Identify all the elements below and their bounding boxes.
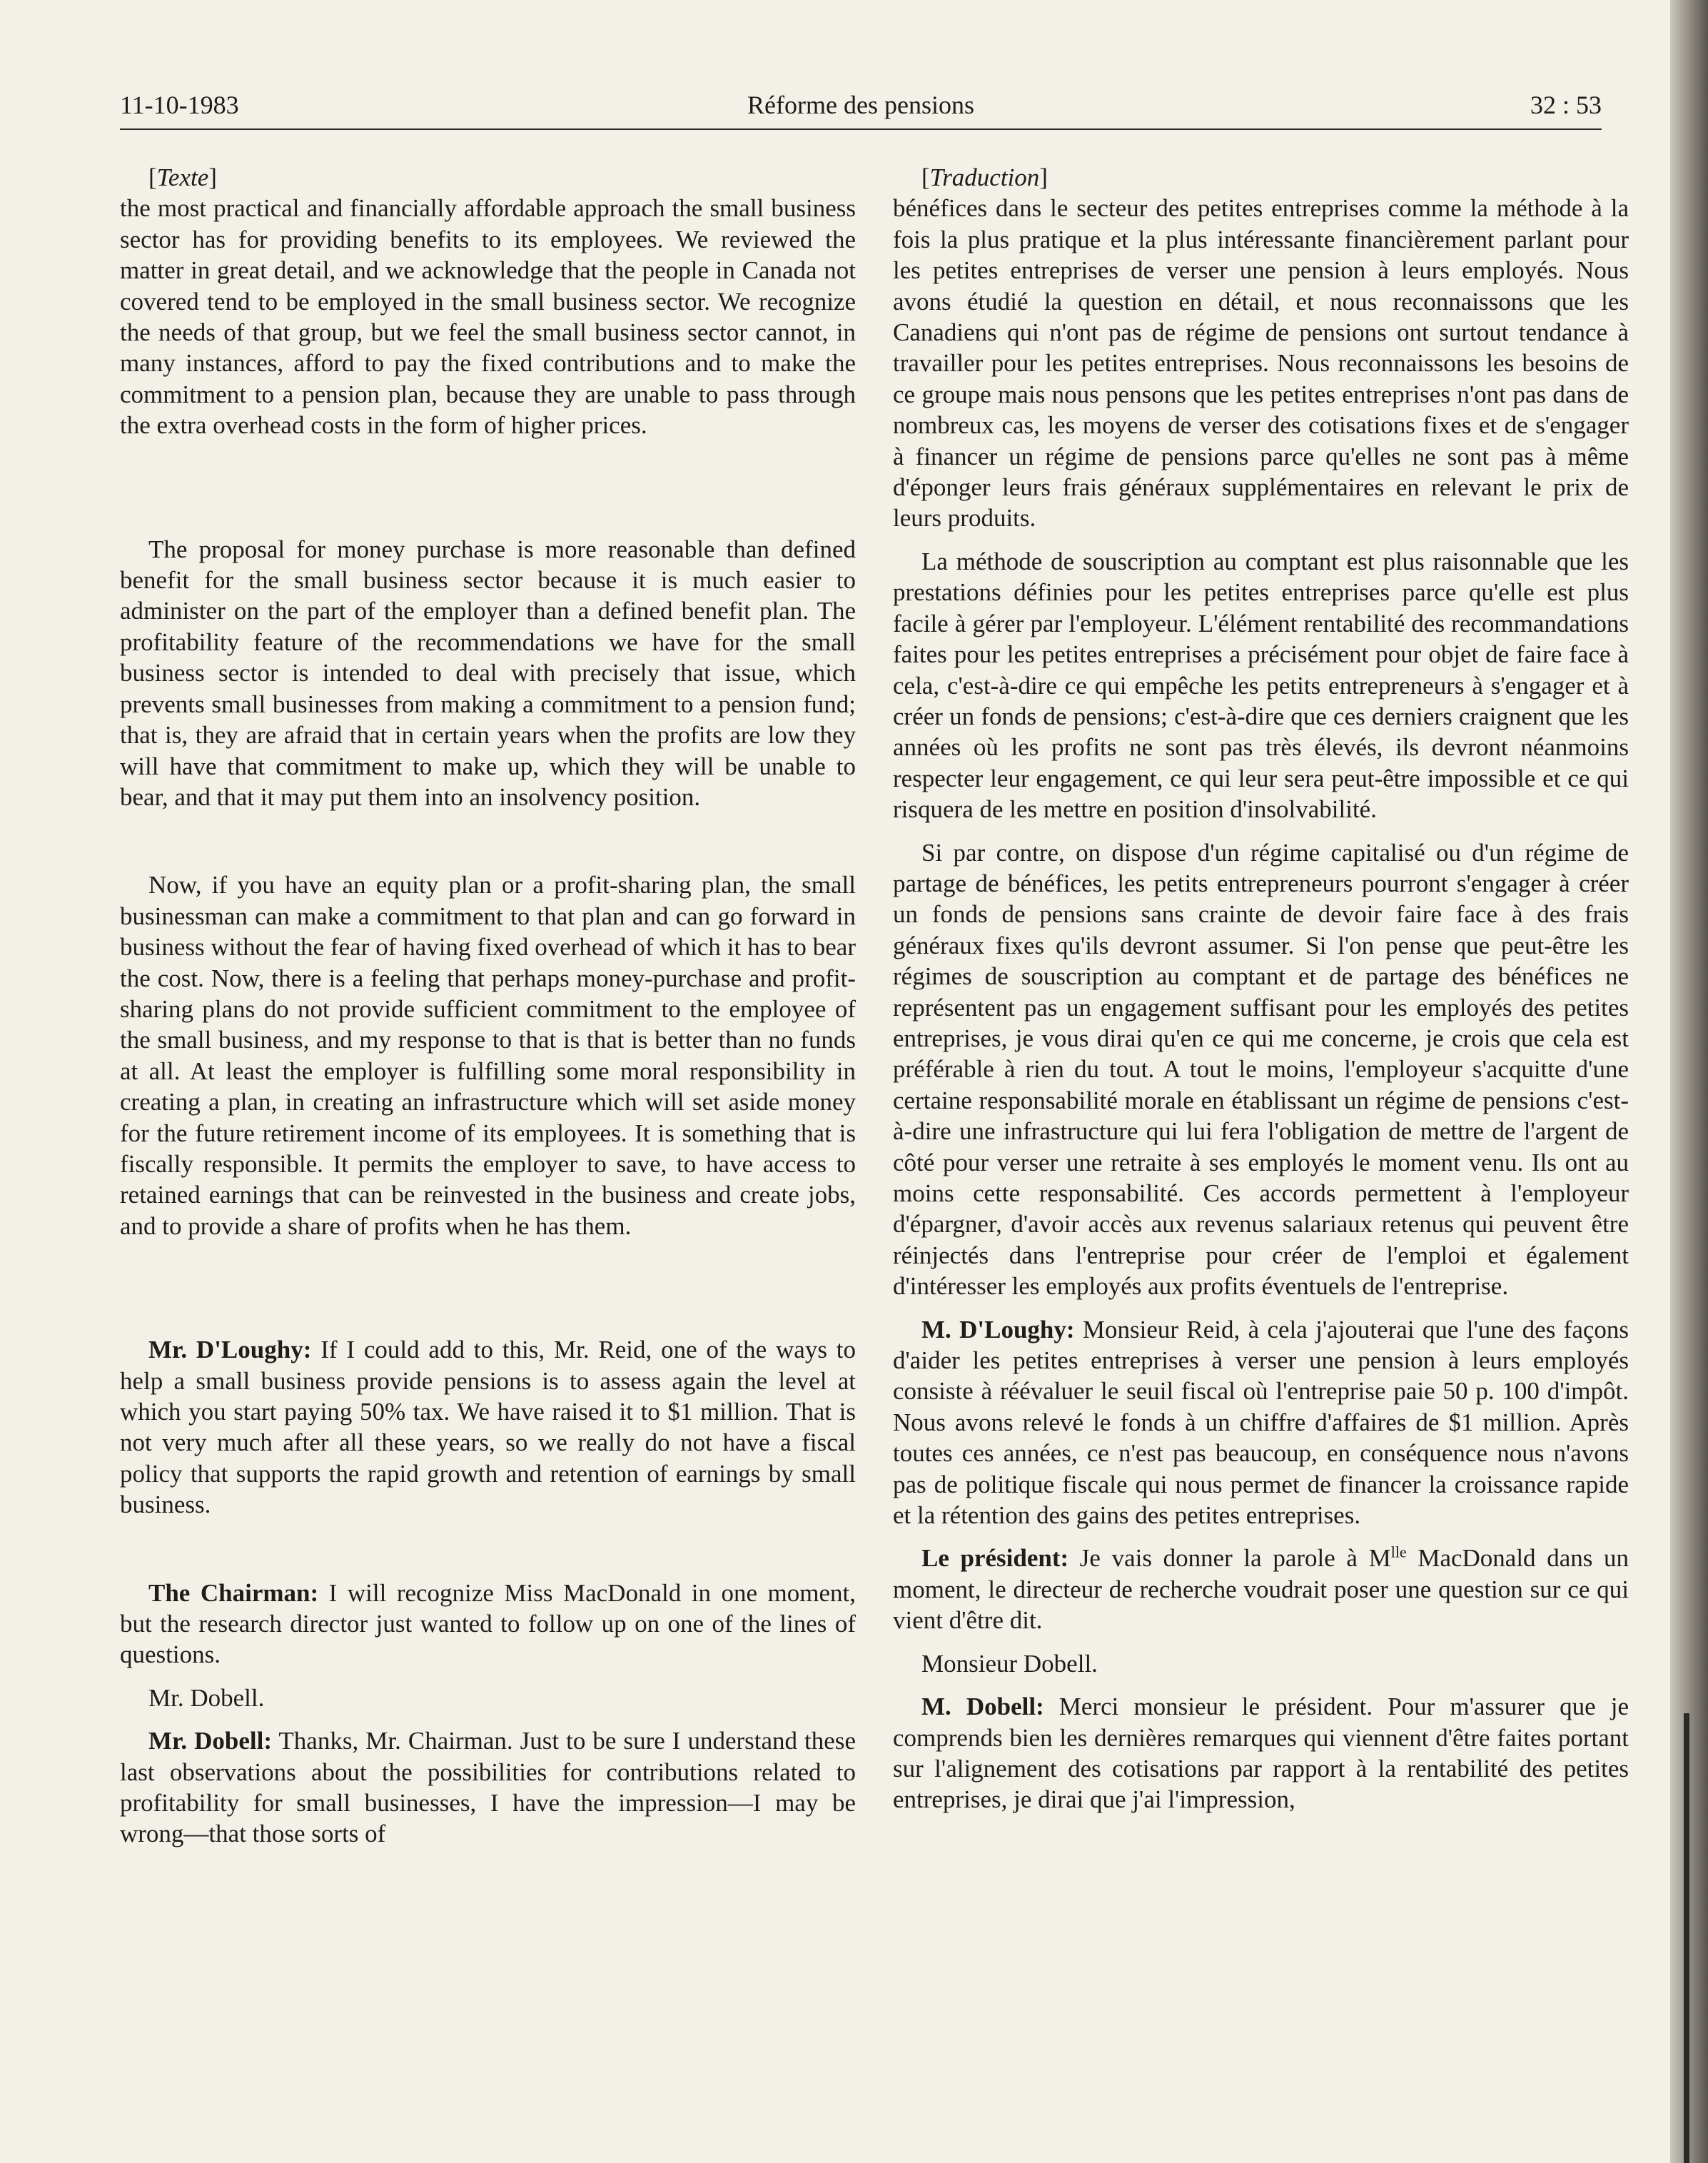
speaker-name: Mr. D'Loughy: [148,1336,312,1364]
english-column [120,162,856,1850]
header-title: Réforme des pensions [747,91,974,119]
speaker-name: M. D'Loughy: [921,1315,1075,1343]
speech-text: If I could add to this, Mr. Reid, one of the ways to help a small business provide pensions is to assess again the level at which you start paying 50% tax. We have raised it to $1 million. That is not very much after all these years, so we really do not have a fiscal policy that supports the rapid growth and retention of earnings by small business. [120,1336,856,1519]
paragraph: Mr. Dobell. [148,1683,265,1712]
superscript: lle [1390,1543,1407,1561]
french-column [893,162,1629,1815]
speaker-paragraph [120,1578,856,1670]
header-page-number: 32 : 53 [1530,91,1602,119]
speech-text: MacDonald dans un moment, le directeur de recherche voudrait poser une question sur ce qui vient d'être dit. [893,1544,1629,1635]
speaker-paragraph [893,1314,1629,1531]
column-label: [Traduction] [921,163,1048,191]
binding-edge [1684,1713,1689,2163]
page-header [120,87,1602,130]
speaker-paragraph [893,1543,1629,1635]
speaker-paragraph [120,1334,856,1520]
speech-text: Thanks, Mr. Chairman. Just to be sure I understand these last observations about the possibilities for contributions related to profitability for small businesses, I have the impression—I may be wrong—that those sorts of [120,1727,856,1848]
column-label: [Texte] [148,163,217,191]
speech-text: Monsieur Reid, à cela j'ajouterai que l'une des façons d'aider les petites entreprises à verser une pension à leurs employés consiste à réévaluer le seuil fiscal où l'entreprise paie 50 p. 100 d'impôt. Nous avons relevé le fonds à un chiffre d'affaires de $1 million. Après toutes ces années, ce n'est pas beaucoup, en conséquence nous n'avons pas de politique fiscale qui nous permet de financer la croissance rapide et la rétention des gains des petites entreprises. [893,1315,1629,1530]
header-date: 11-10-1983 [120,91,239,119]
speech-text: I will recognize Miss MacDonald in one moment, but the research director just wanted to follow up on one of the lines of questions. [120,1578,856,1669]
paragraph: the most practical and financially affordable approach the small business sector has for providing benefits to its employees. We reviewed the matter in great detail, and we acknowledge that the people in Canada not covered tend to be employed in the small business sector. We recognize the needs of that group, but we feel the small business sector cannot, in many instances, afford to pay the fixed contributions and to make the commitment to a pension plan, because they are unable to pass through the extra overhead costs in the form of higher prices. [120,194,856,440]
speaker-paragraph [893,1691,1629,1815]
speech-text: Merci monsieur le président. Pour m'assurer que je comprends bien les dernières remarques qui viennent d'être faites portant sur l'alignement des cotisations par rapport à la rentabilité des petites entreprises, je dirai que j'ai l'impression, [893,1693,1629,1814]
paragraph: The proposal for money purchase is more reasonable than defined benefit for the small business sector because it is much easier to administer on the part of the employer than a defined benefit plan. The profitability feature of the recommendations we have for the small business sector is intended to deal with precisely that issue, which prevents small businesses from making a commitment to a pension fund; that is, they are afraid that in certain years when the profits are low they will have that commitment to make up, which they will be unable to bear, and that it may put them into an insolvency position. [120,535,856,811]
paragraph: Si par contre, on dispose d'un régime capitalisé ou d'un régime de partage de bénéfices, les petits entrepreneurs pourront s'engager à créer un fonds de pensions sans crainte de devoir faire face à des frais généraux fixes qu'ils devront assumer. Si l'on pense que peut-être les régimes de souscription au comptant et de partage des bénéfices ne représentent pas un engagement suffisant pour les employés des petites entreprises, je vous dirai qu'en ce qui me concerne, je crois que cela est préférable à rien du tout. A tout le moins, l'employeur s'acquitte d'une certaine responsabilité morale en établissant un régime de pensions c'est-à-dire une infrastructure qui lui fera l'obligation de mettre de l'argent de côté pour verser une retraite à ses employés le moment venu. Ils ont au moins cette responsabilité. Ces accords permettent à l'employeur d'épargner, d'avoir accès aux revenus salariaux retenus qui peuvent être réinjectés dans l'entreprise pour créer de l'emploi et également d'intéresser les employés aux profits éventuels de l'entreprise. [893,838,1629,1301]
paragraph: bénéfices dans le secteur des petites entreprises comme la méthode à la fois la plus pratique et la plus intéressante financièrement parlant pour les petites entreprises de verser une pension à leurs employés. Nous avons étudié la question en détail, et nous reconnaissons que les Canadiens qui n'ont pas de régime de pensions ont surtout tendance à travailler pour les petites entreprises. Nous reconnaissons les besoins de ce groupe mais nous pensons que les petites entreprises n'ont pas dans de nombreux cas, les moyens de verser des cotisations fixes et de s'engager à financer un régime de pensions parce qu'elles ne sont pas à même d'éponger leurs frais généraux supplémentaires en relevant le prix de leurs produits. [893,194,1629,533]
speaker-name: Le président: [921,1544,1069,1573]
speaker-name: M. Dobell: [921,1693,1044,1721]
paragraph: Monsieur Dobell. [921,1649,1098,1678]
paragraph: Now, if you have an equity plan or a profit-sharing plan, the small businessman can make a commitment to that plan and can go forward in business without the fear of having fixed overhead of which it has to bear the cost. Now, there is a feeling that perhaps money-purchase and profit-sharing plans do not provide sufficient commitment to the employee of the small business, and my response to that is that is better than no funds at all. At least the employer is fulfilling some moral responsibility in creating a plan, in creating an infrastructure which will set aside money for the future retirement income of its employees. It is something that is fiscally responsible. It permits the employer to save, to have access to retained earnings that can be reinvested in the business and create jobs, and to provide a share of profits when he has them. [120,871,856,1240]
paragraph: La méthode de souscription au comptant est plus raisonnable que les prestations définies pour les petites entreprises parce qu'elle est plus facile à gérer par l'employeur. L'élément rentabilité des recommandations faites pour les petites entreprises a précisément pour objet de faire face à cela, c'est-à-dire ce qui empêche les petits entrepreneurs à s'engager et à créer un fonds de pensions; c'est-à-dire que ces derniers craignent que les années où les profits ne sont pas très élevés, ils devront néanmoins respecter leur engagement, ce qui leur sera peut-être impossible et ce qui risquera de les mettre en position d'insolvabilité. [893,547,1629,824]
speech-text: Je vais donner la parole à M [1068,1544,1391,1573]
speaker-paragraph [120,1725,856,1850]
speaker-name: Mr. Dobell: [148,1727,273,1755]
speaker-name: The Chairman: [148,1578,319,1607]
